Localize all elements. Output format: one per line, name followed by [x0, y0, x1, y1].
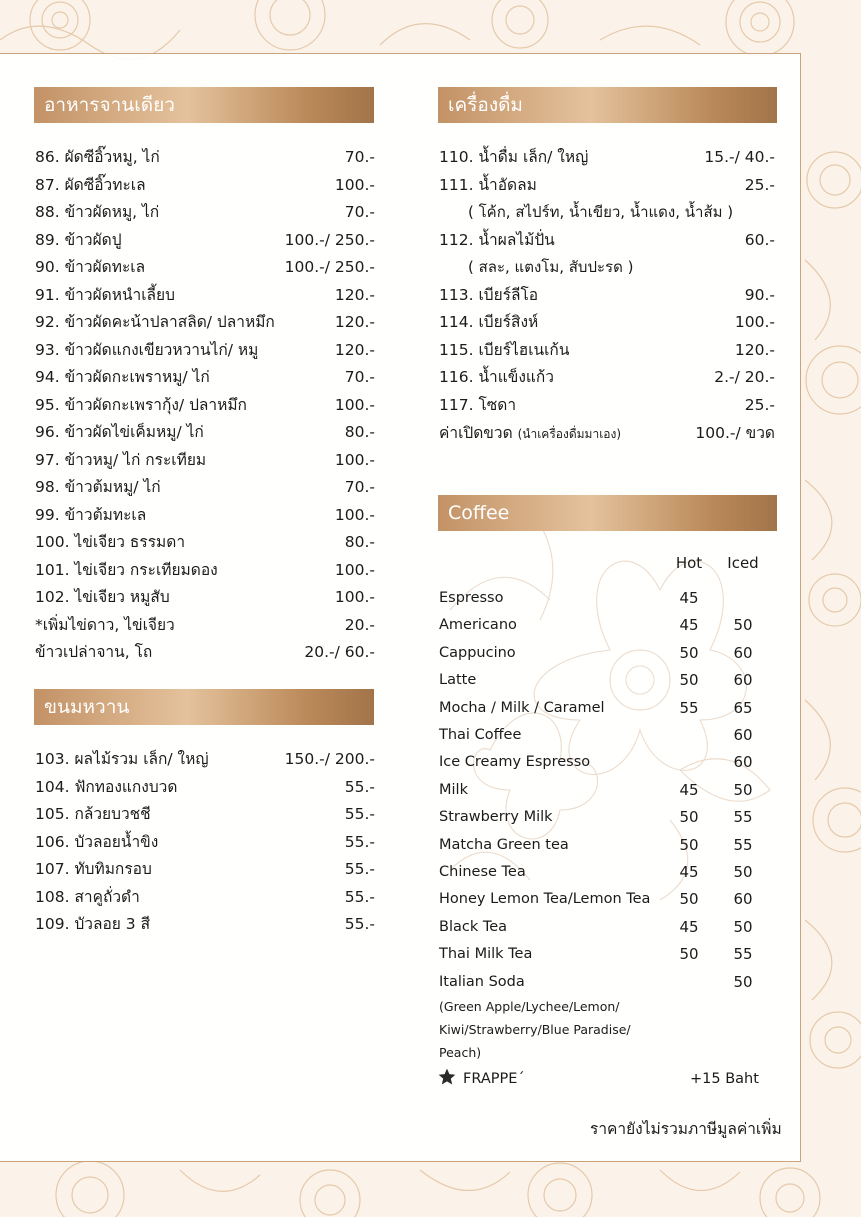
drink-price: 15.-/ 40.-: [704, 148, 775, 166]
coffee-item-hot-price: 45: [679, 863, 699, 881]
dessert-name: 106. บัวลอยน้ำขิง: [35, 832, 159, 851]
dish-price: 100.-: [334, 175, 375, 194]
dish-name: 86. ผัดซีอิ๊วหมู, ไก่: [35, 148, 160, 166]
coffee-item-hot-price: 45: [679, 780, 699, 799]
drink-options-row: [468, 254, 775, 281]
dish-row: [35, 227, 375, 254]
dessert-price: 55.-: [344, 887, 375, 906]
dish-name: 91. ข้าวผัดหนำเลี้ยบ: [35, 285, 175, 304]
dessert-name: 107. ทับทิมกรอบ: [35, 860, 152, 878]
coffee-item-hot-price: 50: [679, 671, 699, 690]
dish-row: [35, 419, 375, 446]
drink-price: 25.-: [744, 395, 775, 414]
drink-name: 111. น้ำอัดลม: [439, 175, 537, 194]
drink-row: [439, 282, 775, 309]
corkage-note: (นำเครื่องดื่มมาเอง): [517, 427, 622, 441]
frappe-price: +15 Baht: [690, 1071, 759, 1087]
coffee-item-name: Chinese Tea: [439, 864, 526, 880]
coffee-item-iced-price: 60: [733, 753, 753, 772]
coffee-item-iced-price: 50: [733, 863, 753, 881]
corkage-row: [439, 420, 775, 447]
coffee-item-hot-price: 45: [679, 917, 699, 936]
coffee-item-iced-price: 60: [733, 643, 753, 662]
drink-price: 100.-: [734, 313, 775, 331]
dish-row: [35, 144, 375, 171]
coffee-item-hot-price: 55: [679, 698, 699, 717]
dish-price: 80.-: [344, 533, 375, 551]
dessert-row: [35, 829, 375, 856]
coffee-col-iced-header: Iced: [727, 554, 759, 572]
dish-row: [35, 282, 375, 309]
soda-flavor-line: Peach): [439, 1045, 482, 1060]
dish-price: 70.-: [344, 368, 375, 386]
drink-name: 113. เบียร์ลีโอ: [439, 285, 539, 304]
coffee-item-name: Honey Lemon Tea/Lemon Tea: [439, 891, 651, 908]
dessert-name: 108. สาคูถั่วดำ: [35, 887, 140, 906]
coffee-item-iced-price: 60: [733, 890, 753, 909]
drink-row: [439, 227, 775, 254]
dish-name: 92. ข้าวผัดคะน้าปลาสลิด/ ปลาหมึก: [35, 313, 275, 331]
coffee-item-name: Americano: [439, 617, 517, 634]
drink-price: 90.-: [744, 285, 775, 304]
corkage-label: ค่าเปิดขวด: [439, 424, 513, 442]
coffee-item-hot-price: 50: [679, 808, 699, 827]
dessert-row: [35, 801, 375, 828]
frappe-row: [437, 1066, 525, 1093]
coffee-item-iced-price: 55: [733, 945, 753, 964]
dish-price: 120.-: [334, 313, 375, 331]
coffee-item-name: Matcha Green tea: [439, 836, 569, 853]
coffee-item-hot-price: 45: [679, 589, 699, 607]
dish-name: 100. ไข่เจียว ธรรมดา: [35, 533, 186, 551]
dish-row: [35, 447, 375, 474]
drink-row: [439, 144, 775, 171]
dish-price: 100.-: [334, 588, 375, 606]
dish-price: 20.-: [344, 615, 375, 634]
coffee-item-hot-price: 50: [679, 835, 699, 854]
dish-price: 100.-: [334, 560, 375, 579]
dish-row: [35, 584, 375, 611]
frappe-label: FRAPPE´: [463, 1071, 525, 1087]
coffee-item-iced-price: 50: [733, 616, 753, 635]
dish-price: 20.-/ 60.-: [304, 643, 375, 661]
dessert-row: [35, 911, 375, 938]
soda-flavor-line: (Green Apple/Lychee/Lemon/: [439, 999, 620, 1014]
dessert-name: 105. กล้วยบวชชี: [35, 805, 151, 823]
dish-price: 100.-/ 250.-: [284, 258, 375, 276]
dish-price: 100.-/ 250.-: [284, 230, 375, 249]
drink-row: [439, 392, 775, 419]
dish-row: [35, 557, 375, 584]
drink-name: 116. น้ำแข็งแก้ว: [439, 368, 554, 386]
drink-name: 112. น้ำผลไม้ปั่น: [439, 230, 555, 249]
star-icon: [437, 1067, 457, 1087]
dessert-price: 55.-: [344, 832, 375, 851]
coffee-item-name: Thai Milk Tea: [439, 946, 533, 963]
dish-price: 70.-: [344, 203, 375, 221]
dish-row: [35, 502, 375, 529]
coffee-item-name: Milk: [439, 781, 468, 798]
drink-price: 2.-/ 20.-: [714, 368, 775, 386]
dish-name: 94. ข้าวผัดกะเพราหมู/ ไก่: [35, 368, 210, 386]
coffee-item-name: Mocha / Milk / Caramel: [439, 699, 605, 716]
dish-row: [35, 392, 375, 419]
drink-row: [439, 337, 775, 364]
dish-name: 89. ข้าวผัดปู: [35, 230, 122, 249]
dessert-price: 150.-/ 200.-: [284, 750, 375, 768]
drink-row: [439, 172, 775, 199]
coffee-item-iced-price: 50: [733, 780, 753, 799]
dish-name: 90. ข้าวผัดทะเล: [35, 258, 146, 276]
dessert-row: [35, 884, 375, 911]
dessert-price: 55.-: [344, 777, 375, 796]
footer-note: ราคายังไม่รวมภาษีมูลค่าเพิ่ม: [590, 1120, 782, 1138]
dessert-name: 109. บัวลอย 3 สี: [35, 915, 151, 933]
coffee-item-hot-price: 50: [679, 945, 699, 964]
drink-options-row: [468, 199, 775, 226]
coffee-item-name: Strawberry Milk: [439, 809, 553, 826]
coffee-item-hot-price: 45: [679, 616, 699, 635]
coffee-item-name: Latte: [439, 672, 477, 689]
dessert-price: 55.-: [344, 805, 375, 823]
dish-row: [35, 639, 375, 666]
dish-price: 120.-: [334, 285, 375, 304]
coffee-item-name: Black Tea: [439, 918, 508, 935]
dish-row: [35, 364, 375, 391]
dessert-row: [35, 774, 375, 801]
coffee-col-hot-header: Hot: [675, 554, 703, 572]
dish-name: 93. ข้าวผัดแกงเขียวหวานไก่/ หมู: [35, 340, 259, 359]
coffee-item-iced-price: 55: [733, 808, 753, 827]
drink-name: 110. น้ำดื่ม เล็ก/ ใหญ่: [439, 148, 589, 166]
dish-name: 97. ข้าวหมู/ ไก่ กระเทียม: [35, 450, 207, 469]
coffee-item-iced-price: 50: [733, 917, 753, 936]
drink-row: [439, 309, 775, 336]
dessert-name: 103. ผลไม้รวม เล็ก/ ใหญ่: [35, 750, 209, 768]
dish-name: 87. ผัดซีอิ๊วทะเล: [35, 175, 146, 194]
drink-name: 117. โซดา: [439, 395, 517, 414]
dish-price: 100.-: [334, 505, 375, 524]
drink-row: [439, 364, 775, 391]
dish-price: 80.-: [344, 423, 375, 441]
section-banner-dessert: ขนมหวาน: [34, 689, 374, 725]
section-banner-coffee: Coffee: [438, 495, 777, 531]
section-banner-drinks: เครื่องดื่ม: [438, 87, 777, 123]
dish-name: ข้าวเปล่าจาน, โถ: [35, 643, 153, 661]
coffee-item-name: Ice Creamy Espresso: [439, 754, 591, 771]
coffee-item-hot-price: 50: [679, 890, 699, 909]
dish-price: 120.-: [334, 340, 375, 359]
coffee-item-name: Espresso: [439, 590, 504, 606]
dessert-name: 104. ฟักทองแกงบวด: [35, 777, 178, 796]
dish-row: [35, 199, 375, 226]
soda-flavor-line: Kiwi/Strawberry/Blue Paradise/: [439, 1022, 631, 1037]
dish-name: 96. ข้าวผัดไข่เค็มหมู/ ไก่: [35, 423, 204, 441]
dessert-row: [35, 746, 375, 773]
section-banner-single-dish: อาหารจานเดียว: [34, 87, 374, 123]
coffee-item-iced-price: 65: [733, 698, 753, 717]
drink-price: 25.-: [744, 175, 775, 194]
dish-row: [35, 474, 375, 501]
corkage-price: 100.-/ ขวด: [695, 424, 775, 442]
coffee-item-iced-price: 60: [733, 671, 753, 690]
drink-name: 114. เบียร์สิงห์: [439, 313, 539, 331]
drink-price: 120.-: [734, 340, 775, 359]
dish-row: [35, 172, 375, 199]
dish-row: [35, 337, 375, 364]
drink-name: ( สละ, แตงโม, สับปะรด ): [468, 258, 634, 276]
dish-name: 99. ข้าวต้มทะเล: [35, 505, 147, 524]
dessert-row: [35, 856, 375, 883]
drink-price: 60.-: [744, 230, 775, 249]
dish-name: *เพิ่มไข่ดาว, ไข่เจียว: [35, 615, 175, 634]
dish-price: 70.-: [344, 478, 375, 496]
dish-row: [35, 309, 375, 336]
dish-name: 95. ข้าวผัดกะเพรากุ้ง/ ปลาหมึก: [35, 395, 247, 414]
coffee-item-iced-price: 50: [733, 972, 753, 991]
dish-name: 98. ข้าวต้มหมู/ ไก่: [35, 478, 161, 496]
dish-price: 100.-: [334, 395, 375, 414]
dish-price: 70.-: [344, 148, 375, 166]
coffee-item-name: Thai Coffee: [439, 727, 522, 743]
dish-row: [35, 612, 375, 639]
coffee-item-hot-price: 50: [679, 643, 699, 662]
dish-name: 102. ไข่เจียว หมูสับ: [35, 588, 170, 606]
dessert-price: 55.-: [344, 860, 375, 878]
drink-name: 115. เบียร์ไฮเนเก้น: [439, 340, 570, 359]
dish-name: 88. ข้าวผัดหมู, ไก่: [35, 203, 160, 221]
dish-price: 100.-: [334, 450, 375, 469]
dish-row: [35, 529, 375, 556]
dish-row: [35, 254, 375, 281]
coffee-item-iced-price: 55: [733, 835, 753, 854]
dessert-price: 55.-: [344, 915, 375, 933]
coffee-item-iced-price: 60: [733, 726, 753, 744]
dish-name: 101. ไข่เจียว กระเทียมดอง: [35, 560, 218, 579]
coffee-item-name: Italian Soda: [439, 973, 525, 990]
drink-name: ( โค้ก, สไปร์ท, น้ำเขียว, น้ำแดง, น้ำส้ม ): [468, 203, 734, 221]
coffee-item-name: Cappucino: [439, 644, 516, 661]
